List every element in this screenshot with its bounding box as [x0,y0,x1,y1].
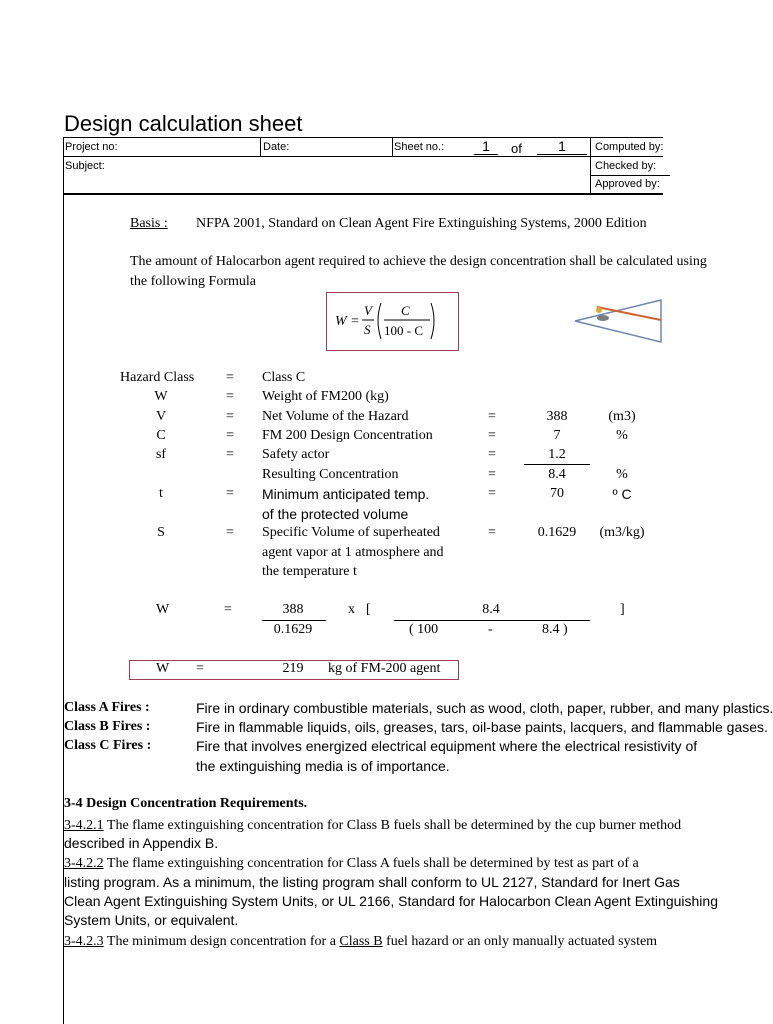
var-eq-6: = [226,486,234,501]
intro-line-2: the following Formula [130,274,256,289]
calc-v-bar [262,620,326,621]
req-3-class-b: Class B [339,934,383,949]
var-desc-2: Net Volume of the Hazard [262,409,409,424]
result-w: W [156,661,170,676]
basis-text: NFPA 2001, Standard on Clean Agent Fire Extinguishing Systems, 2000 Edition [196,216,647,231]
var-value-6: 70 [550,486,564,501]
var-symbol-0: Hazard Class [120,370,195,385]
var-value-5: 8.4 [548,467,566,482]
date-label: Date: [263,141,290,153]
result-eq: = [196,661,204,676]
var-unit-3: % [616,428,628,443]
req-3-line-1 [64,932,657,950]
var-eq-1: = [226,389,234,404]
var-unit-2: (m3) [608,409,636,424]
result-unit: kg of FM-200 agent [328,661,441,676]
pointer-graphic [571,298,661,348]
req-1-line-2: described in Appendix B. [64,835,219,851]
result-value: 219 [282,661,304,676]
header-divider-1 [260,137,261,156]
safety-factor-underline [524,464,590,465]
var-eq2-2: = [488,409,496,424]
var-eq2-8: = [488,525,496,540]
var-value-2: 388 [546,409,568,424]
var-value-8: 0.1629 [537,525,577,540]
calc-c-numerator: 8.4 [482,602,500,617]
req-1-line-1 [64,816,681,834]
class-b-label: Class B Fires : [64,719,151,734]
formula-eq: = [351,314,359,329]
basis-label: Basis : [130,216,168,231]
intro-line-1: The amount of Halocarbon agent required to achieve the design concentration shall be calculated using [130,254,707,269]
var-eq2-3: = [488,428,496,443]
sheet-total: 1 [558,138,566,154]
req-3-ref: 3-4.2.3 [64,934,104,949]
formula-c: C [401,303,410,318]
approved-by-label: Approved by: [595,178,660,190]
formula-w: W [335,314,347,329]
var-desc-0: Class C [262,370,306,385]
var-desc-6: Minimum anticipated temp. [262,486,430,502]
formula-box [326,292,459,351]
project-no-label: Project no: [65,141,118,153]
class-a-label: Class A Fires : [64,700,150,715]
var-eq-4: = [226,447,234,462]
header-bottom-rule [63,193,663,195]
sheet-no-label: Sheet no.: [394,141,445,153]
sheet-total-underline [537,154,587,155]
var-symbol-2: V [155,409,167,424]
var-symbol-8: S [157,525,165,540]
calc-numerator: 388 [282,602,304,617]
var-symbol-1: W [154,389,168,404]
header-row-rule [63,156,663,157]
class-b-text: Fire in flammable liquids, oils, greases, tars, oil-base paints, lacquers, and flammable gases. [196,719,768,735]
sheet-number: 1 [482,138,490,154]
checked-by-label: Checked by: [595,160,657,172]
formula-v: V [364,303,372,318]
var-desc-8: Specific Volume of superheated [262,525,440,540]
calc-denominator: 0.1629 [273,622,313,637]
var-eq-8: = [226,525,234,540]
sheet-num-underline [474,154,498,155]
header-divider-3 [590,137,591,193]
calc-times: x [348,602,355,617]
req-3-text-a: The minimum design concentration for a [103,934,340,949]
formula-den: 100 - C [384,323,423,338]
sheet-of: of [511,141,522,156]
var-symbol-6: t [159,486,163,501]
req-1-text: The flame extinguishing concentration for Class B fuels shall be determined by the cup burner method [103,818,682,833]
req-3-text-b: fuel hazard or an only manually actuated system [382,934,658,949]
subject-label: Subject: [65,160,105,172]
calc-w: W [156,602,170,617]
formula-graphic [327,293,458,350]
var-symbol-3: C [156,428,166,443]
req-2-text: The flame extinguishing concentration for Class A fuels shall be determined by test as part of a [103,856,639,871]
var-unit-8: (m3/kg) [599,525,645,540]
req-2-ref: 3-4.2.2 [64,856,104,871]
calc-left-bracket: [ [366,602,371,617]
calc-right-bracket: ] [620,602,625,617]
req-2-line-3: Clean Agent Extinguishing System Units, or UL 2166, Standard for Halocarbon Clean Agent Extinguishing [64,893,718,909]
var-desc-10: the temperature t [262,564,357,579]
calc-c-bar [394,620,590,621]
formula-lparen [378,303,381,339]
requirements-heading: 3-4 Design Concentration Requirements. [64,796,308,811]
var-eq2-5: = [488,467,496,482]
var-desc-4: Safety actor [262,447,330,462]
req-2-line-1 [64,854,639,872]
req-2-line-2: listing program. As a minimum, the listing program shall conform to UL 2127, Standard for Inert Gas [64,874,680,890]
class-c-text-2: the extinguishing media is of importance. [196,758,450,774]
header-divider-2 [392,137,393,156]
var-eq-0: = [226,370,234,385]
var-desc-1: Weight of FM200 (kg) [262,389,389,404]
header-approved-rule [590,175,670,176]
calc-c-denominator: 8.4 ) [542,622,568,637]
class-c-label: Class C Fires : [64,738,152,753]
var-desc-9: agent vapor at 1 atmosphere and [262,545,444,560]
calc-eq: = [224,602,232,617]
var-symbol-4: sf [155,447,167,462]
var-eq2-6: = [488,486,496,501]
class-a-text: Fire in ordinary combustible materials, such as wood, cloth, paper, rubber, and many plastics. [196,700,773,716]
var-eq2-4: = [488,447,496,462]
var-desc-5: Resulting Concentration [262,467,399,482]
var-eq-2: = [226,409,234,424]
class-c-text: Fire that involves energized electrical equipment where the electrical resistivity of [196,738,698,754]
calc-minus: - [488,622,493,637]
computed-by-label: Computed by: [595,141,664,153]
var-value-4: 1.2 [548,447,566,462]
req-1-ref: 3-4.2.1 [64,818,104,833]
formula-s: S [364,322,371,337]
var-desc-3: FM 200 Design Concentration [262,428,433,443]
var-unit-6: º C [612,486,632,502]
var-eq-3: = [226,428,234,443]
var-desc-7: of the protected volume [262,506,409,522]
calc-paren-100: ( 100 [409,622,439,637]
var-unit-5: % [616,467,628,482]
formula-rparen [431,303,434,339]
req-2-line-4: System Units, or equivalent. [64,912,239,928]
sheet-left-border [63,137,64,1024]
calculation-sheet [63,70,773,1024]
page-title: Design calculation sheet [64,111,303,136]
var-value-3: 7 [553,428,561,443]
